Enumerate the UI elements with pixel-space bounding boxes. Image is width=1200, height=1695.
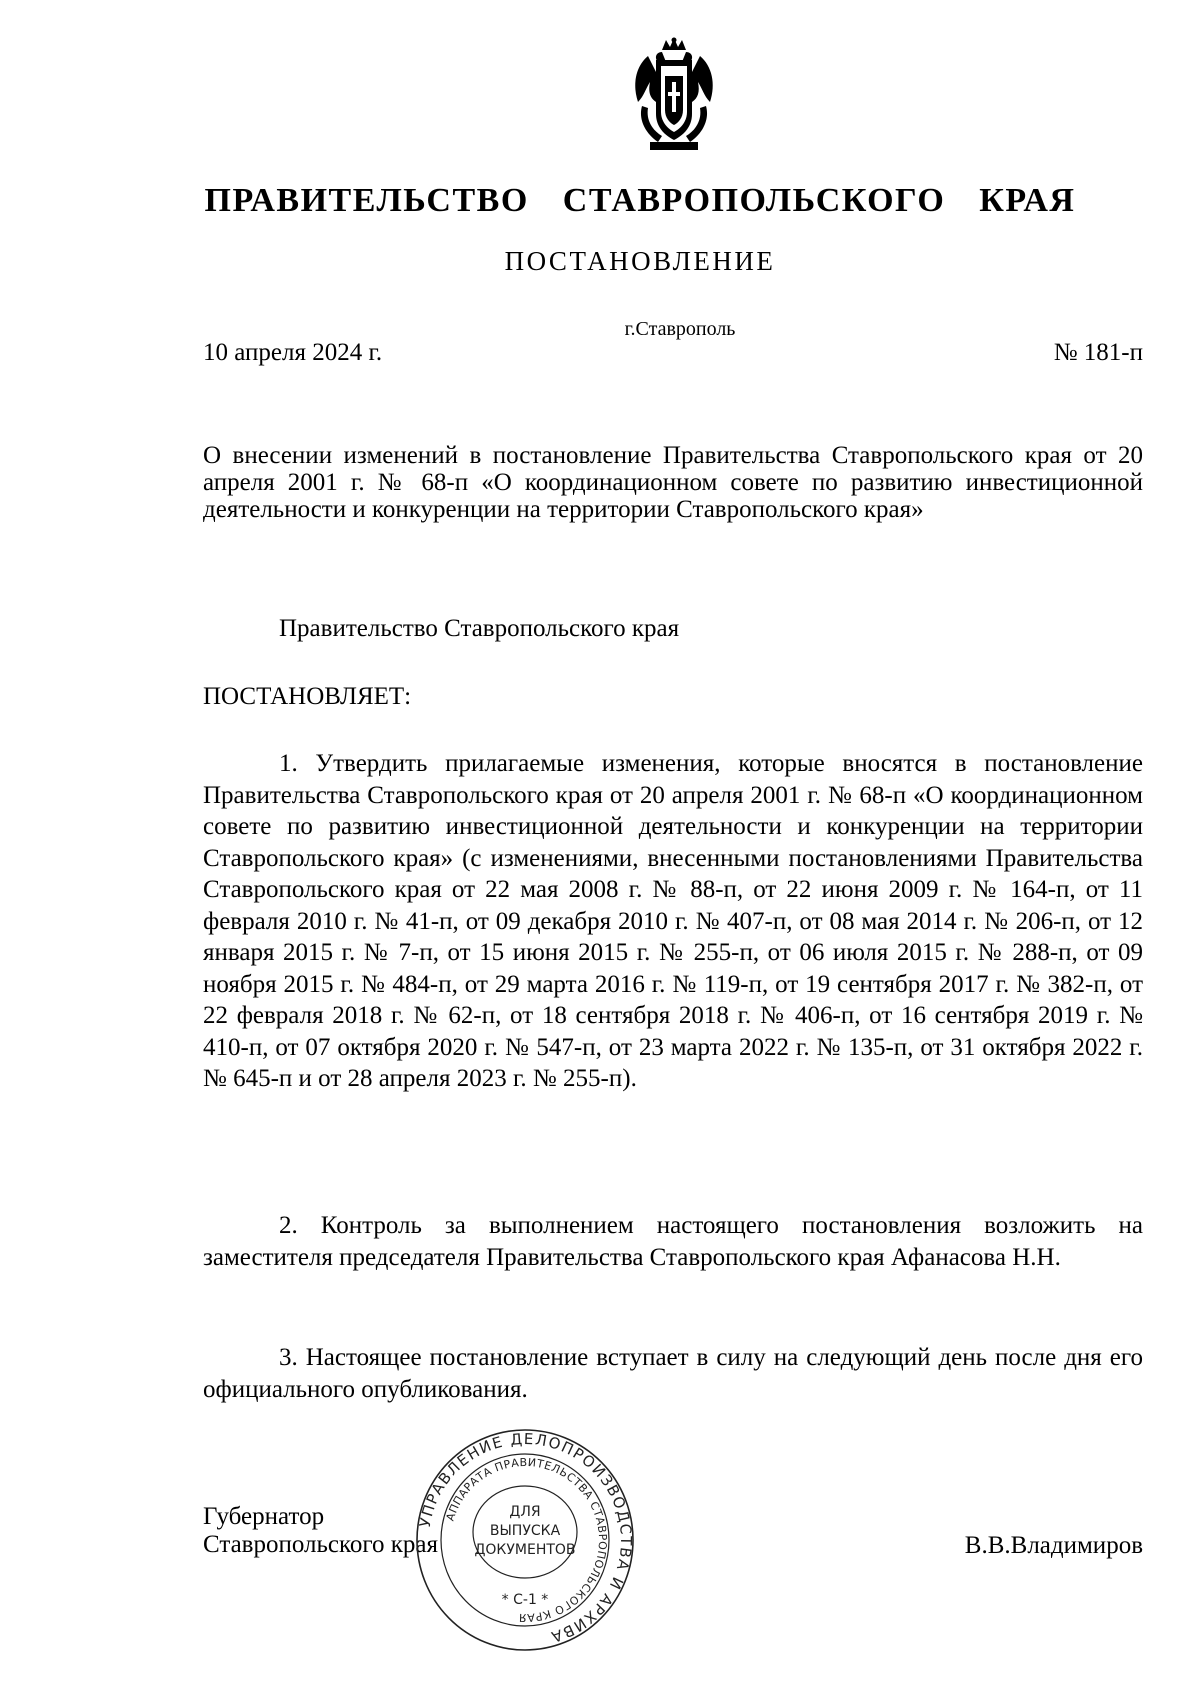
signer-title — [203, 1503, 438, 1559]
resolves-heading: ПОСТАНОВЛЯЕТ: — [203, 683, 412, 710]
stamp-center-line-2: ВЫПУСКА — [489, 1523, 561, 1539]
document-city: г.Ставрополь — [624, 318, 736, 340]
round-official-stamp-icon — [410, 1420, 640, 1655]
government-name-heading: ПРАВИТЕЛЬСТВО СТАВРОПОЛЬСКОГО КРАЯ — [204, 182, 1076, 219]
document-date: 10 апреля 2024 г. — [203, 339, 383, 366]
signer-name: В.В.Владимиров — [964, 1532, 1143, 1559]
document-subject: О внесении изменений в постановление Правительства Ставропольского края от 20 апреля 2001 г. № 68-п «О координационном совете по развитию инвестиционной деятельности и конкуренции на территории Ставропольского края» — [203, 442, 1143, 523]
document-number: № 181-п — [1053, 339, 1143, 366]
stamp-center-line-3: ДОКУМЕНТОВ — [474, 1542, 576, 1558]
stamp-code: * С-1 * — [501, 1592, 549, 1608]
signer-title-line-2: Ставропольского края — [203, 1531, 438, 1558]
stavropol-coat-of-arms-icon — [628, 36, 720, 152]
issuing-body: Правительство Ставропольского края — [279, 615, 680, 642]
document-type-heading: ПОСТАНОВЛЕНИЕ — [504, 246, 776, 276]
stamp-center-line-1: ДЛЯ — [509, 1504, 541, 1520]
stamp-inner-text: АППАРАТА ПРАВИТЕЛЬСТВА СТАВРОПОЛЬСКОГО КРАЯ — [443, 1455, 610, 1625]
signer-title-line-1: Губернатор — [203, 1503, 325, 1530]
stamp-outer-text: УПРАВЛЕНИЕ ДЕЛОПРОИЗВОДСТВА И АРХИВА — [415, 1429, 636, 1647]
paragraph-3: 3. Настоящее постановление вступает в силу на следующий день после дня его официального опубликования. — [203, 1344, 1143, 1403]
paragraph-2: 2. Контроль за выполнением настоящего постановления возложить на заместителя председателя Правительства Ставропольского края Афанасова Н.Н. — [203, 1212, 1143, 1271]
paragraph-1: 1. Утвердить прилагаемые изменения, которые вносятся в постановление Правительства Ставропольского края от 20 апреля 2001 г. № 68-п «О координационном совете по развитию инвестиционной деятельности и конкуренции на территории Ставропольского края» (с изменениями, внесенными постановлениями Правительства Ставропольского края от 22 мая 2008 г. № 88-п, от 22 июня 2009 г. № 164-п, от 11 февраля 2010 г. № 41-п, от 09 декабря 2010 г. № 407-п, от 08 мая 2014 г. № 206-п, от 12 января 2015 г. № 7-п, от 15 июня 2015 г. № 255-п, от 06 июля 2015 г. № 288-п, от 09 ноября 2015 г. № 484-п, от 29 марта 2016 г. № 119-п, от 19 сентября 2017 г. № 382-п, от 22 февраля 2018 г. № 62-п, от 18 сентября 2018 г. № 406-п, от 16 сентября 2019 г. № 410-п, от 07 октября 2020 г. № 547-п, от 23 марта 2022 г. № 135-п, от 31 октября 2022 г. № 645-п и от 28 апреля 2023 г. № 255-п). — [203, 750, 1143, 1092]
